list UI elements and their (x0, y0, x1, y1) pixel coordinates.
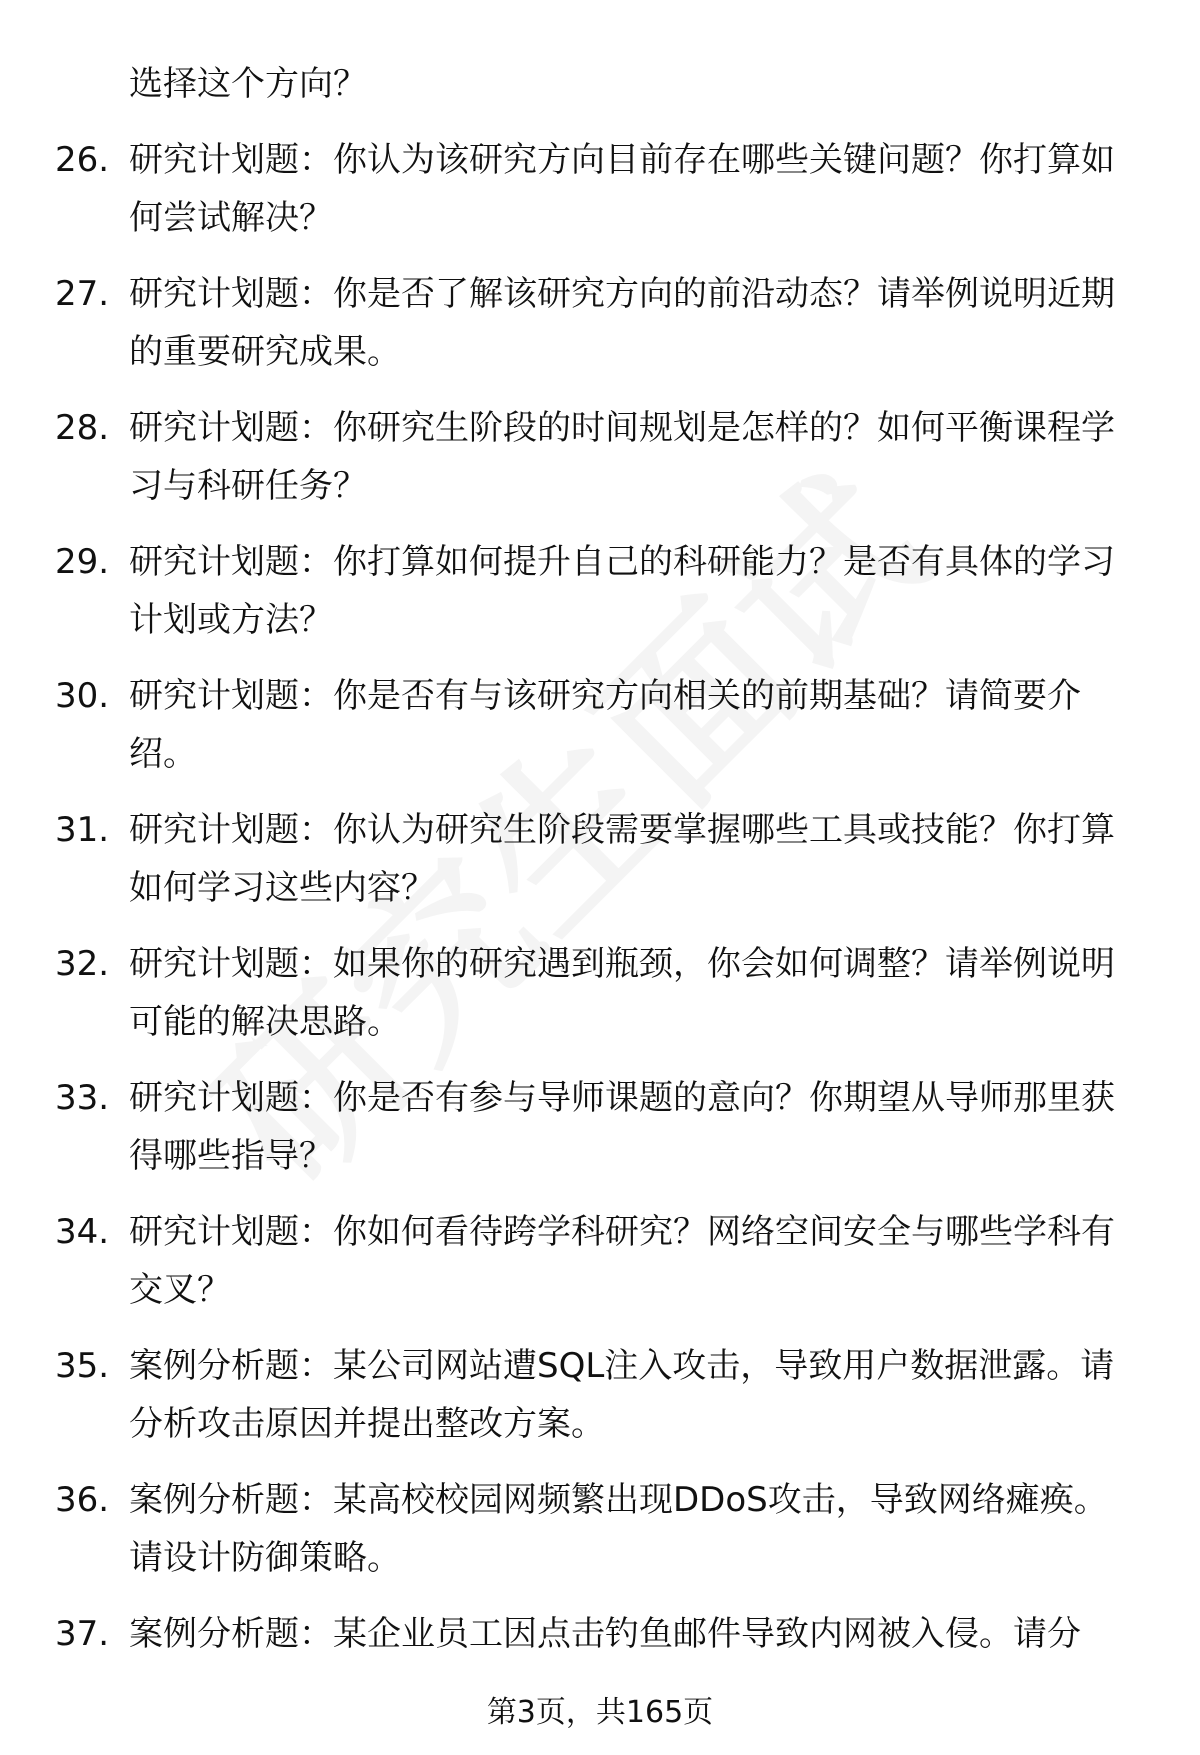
question-text: 研究计划题：你打算如何提升自己的科研能力？是否有具体的学习计划或方法？ (129, 542, 1115, 640)
question-text: 案例分析题：某公司网站遭SQL注入攻击，导致用户数据泄露。请分析攻击原因并提出整改方案。 (129, 1346, 1115, 1444)
question-number: 34. (55, 1212, 110, 1252)
question-number: 30. (55, 676, 110, 716)
page-footer: 第3页，共165页 (486, 1695, 714, 1730)
question-text: 研究计划题：你是否有与该研究方向相关的前期基础？请简要介绍。 (129, 676, 1081, 774)
question-number: 28. (55, 408, 110, 448)
question-26 (0, 131, 1200, 247)
question-number: 33. (55, 1078, 110, 1118)
question-number: 27. (55, 274, 110, 314)
question-text: 研究计划题：你如何看待跨学科研究？网络空间安全与哪些学科有交叉？ (129, 1212, 1115, 1310)
question-text: 研究计划题：你是否了解该研究方向的前沿动态？请举例说明近期的重要研究成果。 (129, 274, 1115, 372)
question-30 (0, 667, 1200, 783)
question-list (0, 55, 1200, 1663)
question-36 (0, 1471, 1200, 1587)
question-number: 31. (55, 810, 110, 850)
question-number: 37. (55, 1614, 110, 1654)
question-34 (0, 1203, 1200, 1319)
question-32 (0, 935, 1200, 1051)
question-number: 32. (55, 944, 110, 984)
question-27 (0, 265, 1200, 381)
question-29 (0, 533, 1200, 649)
question-number: 35. (55, 1346, 110, 1386)
question-text: 研究计划题：你研究生阶段的时间规划是怎样的？如何平衡课程学习与科研任务？ (129, 408, 1115, 506)
question-text: 研究计划题：如果你的研究遇到瓶颈，你会如何调整？请举例说明可能的解决思路。 (129, 944, 1115, 1042)
question-33 (0, 1069, 1200, 1185)
question-text: 研究计划题：你认为该研究方向目前存在哪些关键问题？你打算如何尝试解决？ (129, 140, 1115, 238)
question-continuation: 选择这个方向？ (129, 64, 367, 104)
question-number: 29. (55, 542, 110, 582)
question-35 (0, 1337, 1200, 1453)
question-text: 研究计划题：你认为研究生阶段需要掌握哪些工具或技能？你打算如何学习这些内容？ (129, 810, 1115, 908)
question-text: 案例分析题：某企业员工因点击钓鱼邮件导致内网被入侵。请分 (129, 1614, 1081, 1654)
question-text: 案例分析题：某高校校园网频繁出现DDoS攻击，导致网络瘫痪。请设计防御策略。 (129, 1480, 1108, 1578)
question-number: 26. (55, 140, 110, 180)
question-28 (0, 399, 1200, 515)
question-31 (0, 801, 1200, 917)
question-text: 研究计划题：你是否有参与导师课题的意向？你期望从导师那里获得哪些指导？ (129, 1078, 1115, 1176)
question-number: 36. (55, 1480, 110, 1520)
question-37 (0, 1605, 1200, 1663)
